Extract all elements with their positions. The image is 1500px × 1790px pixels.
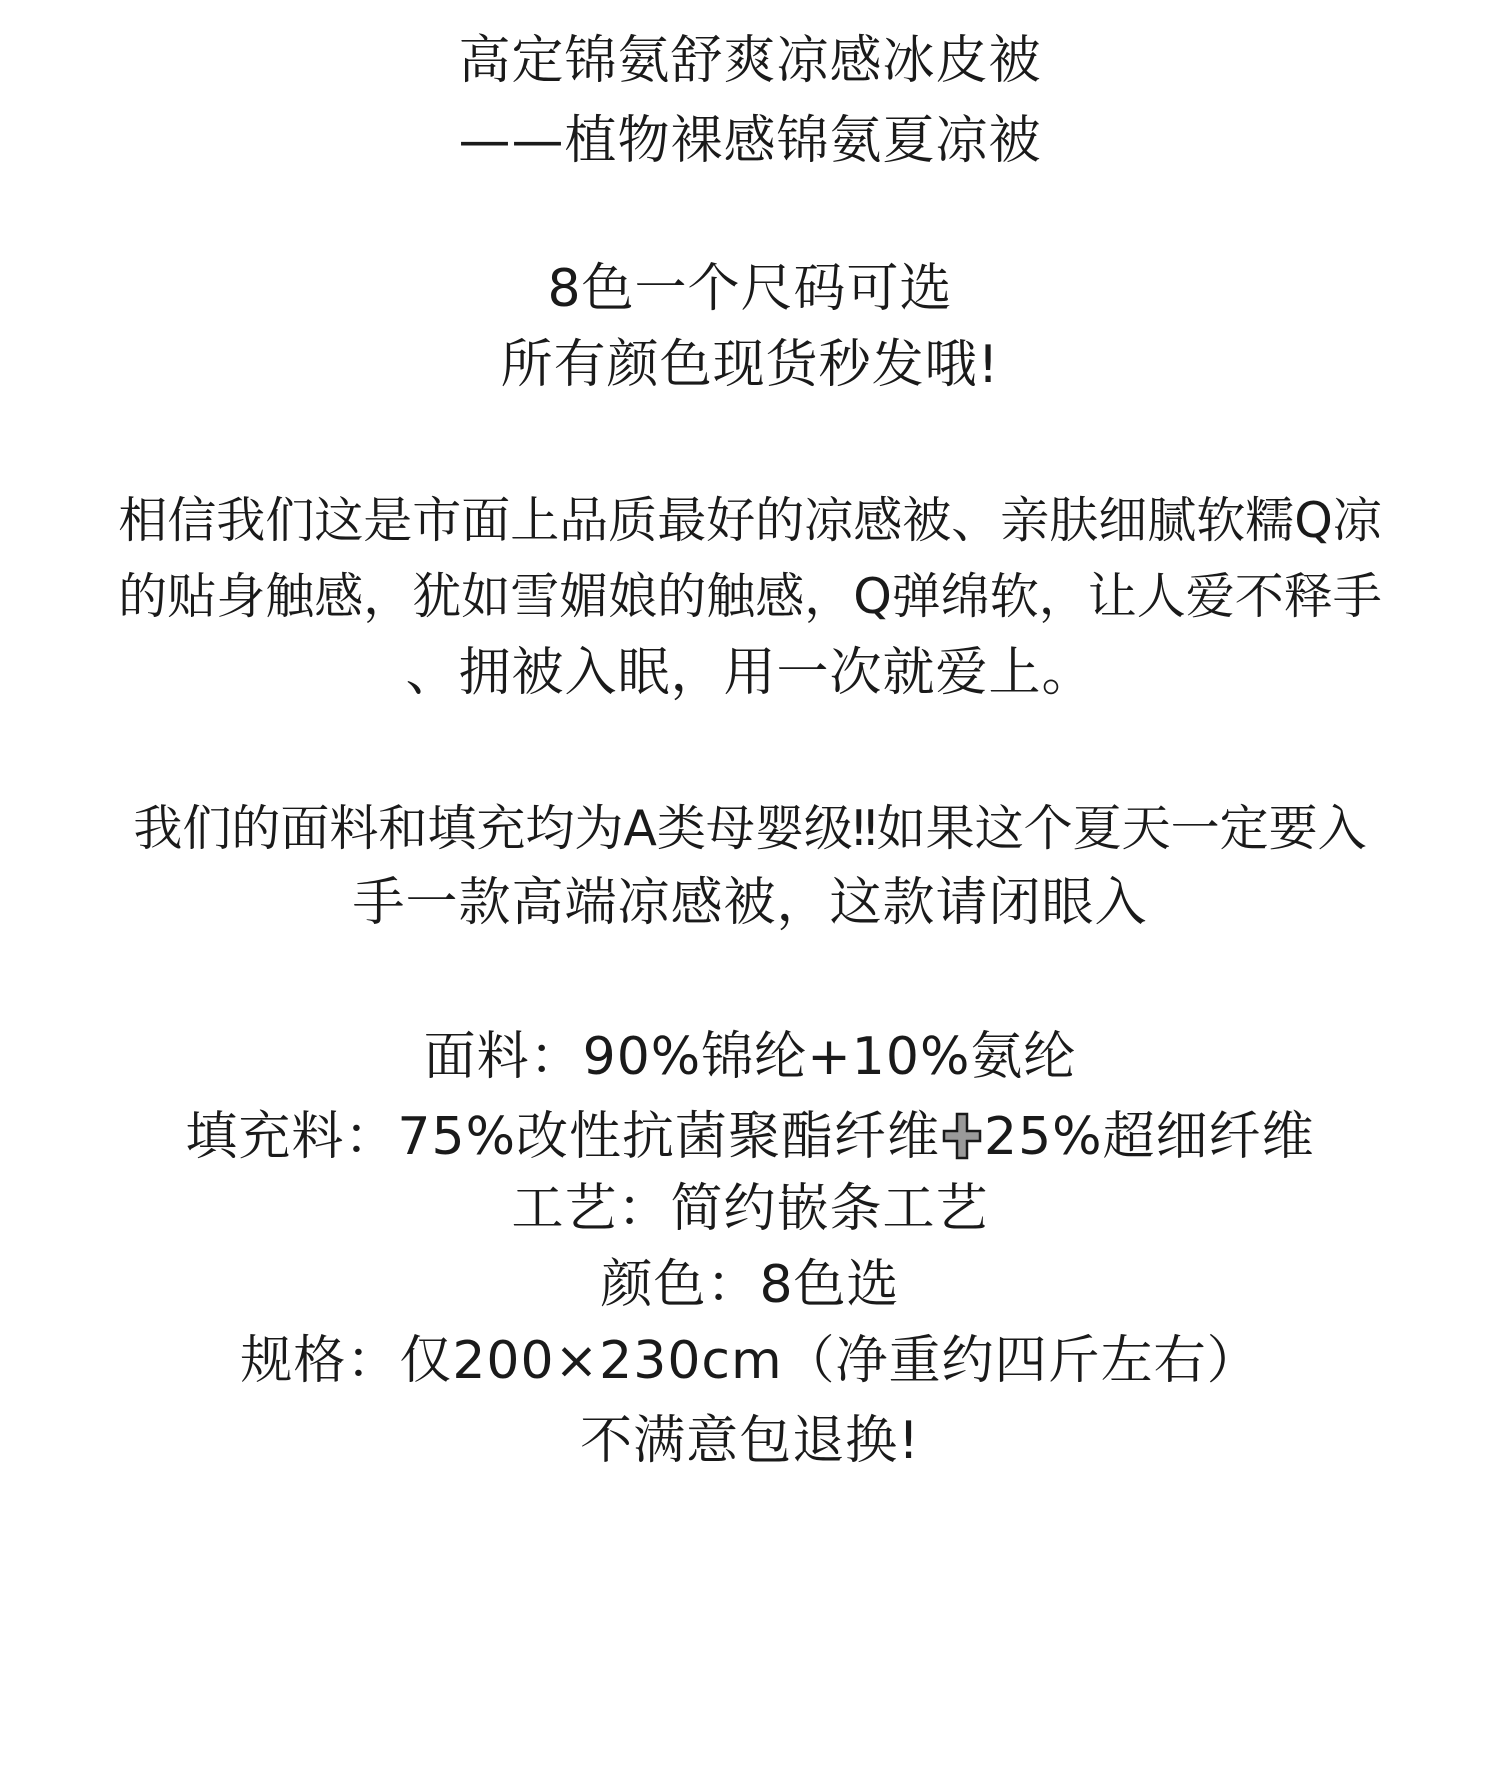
spec-color: 颜色：8色选 — [600, 1255, 900, 1315]
grade-line-1: 我们的面料和填充均为A类母婴级‼如果这个夏天一定要入 — [133, 800, 1367, 857]
plus-icon — [942, 1106, 982, 1154]
description-line-3: 、拥被入眠，用一次就爱上。 — [405, 643, 1095, 703]
spec-fabric: 面料：90%锦纶+10%氨纶 — [423, 1027, 1077, 1087]
spec-filling-part-b: 25%超细纤维 — [984, 1107, 1315, 1167]
spec-craft: 工艺：简约嵌条工艺 — [511, 1179, 989, 1239]
grade-line-2: 手一款高端凉感被，这款请闭眼入 — [352, 873, 1148, 933]
title-line-1: 高定锦氨舒爽凉感冰皮被 — [458, 31, 1042, 91]
description-line-1: 相信我们这是市面上品质最好的凉感被、亲肤细腻软糯Q凉 — [118, 492, 1382, 549]
availability-line-2: 所有颜色现货秒发哦! — [500, 335, 1000, 395]
spec-filling — [0, 1100, 1500, 1174]
spec-filling-part-a: 填充料：75%改性抗菌聚酯纤维 — [185, 1107, 940, 1167]
description-line-2: 的贴身触感，犹如雪媚娘的触感，Q弹绵软，让人爱不释手 — [118, 568, 1382, 625]
title-line-2: ——植物裸感锦氨夏凉被 — [458, 111, 1042, 171]
spec-guarantee: 不满意包退换! — [580, 1411, 920, 1471]
spec-size: 规格：仅200×230cm（净重约四斤左右） — [240, 1331, 1260, 1391]
availability-line-1: 8色一个尺码可选 — [547, 259, 953, 319]
